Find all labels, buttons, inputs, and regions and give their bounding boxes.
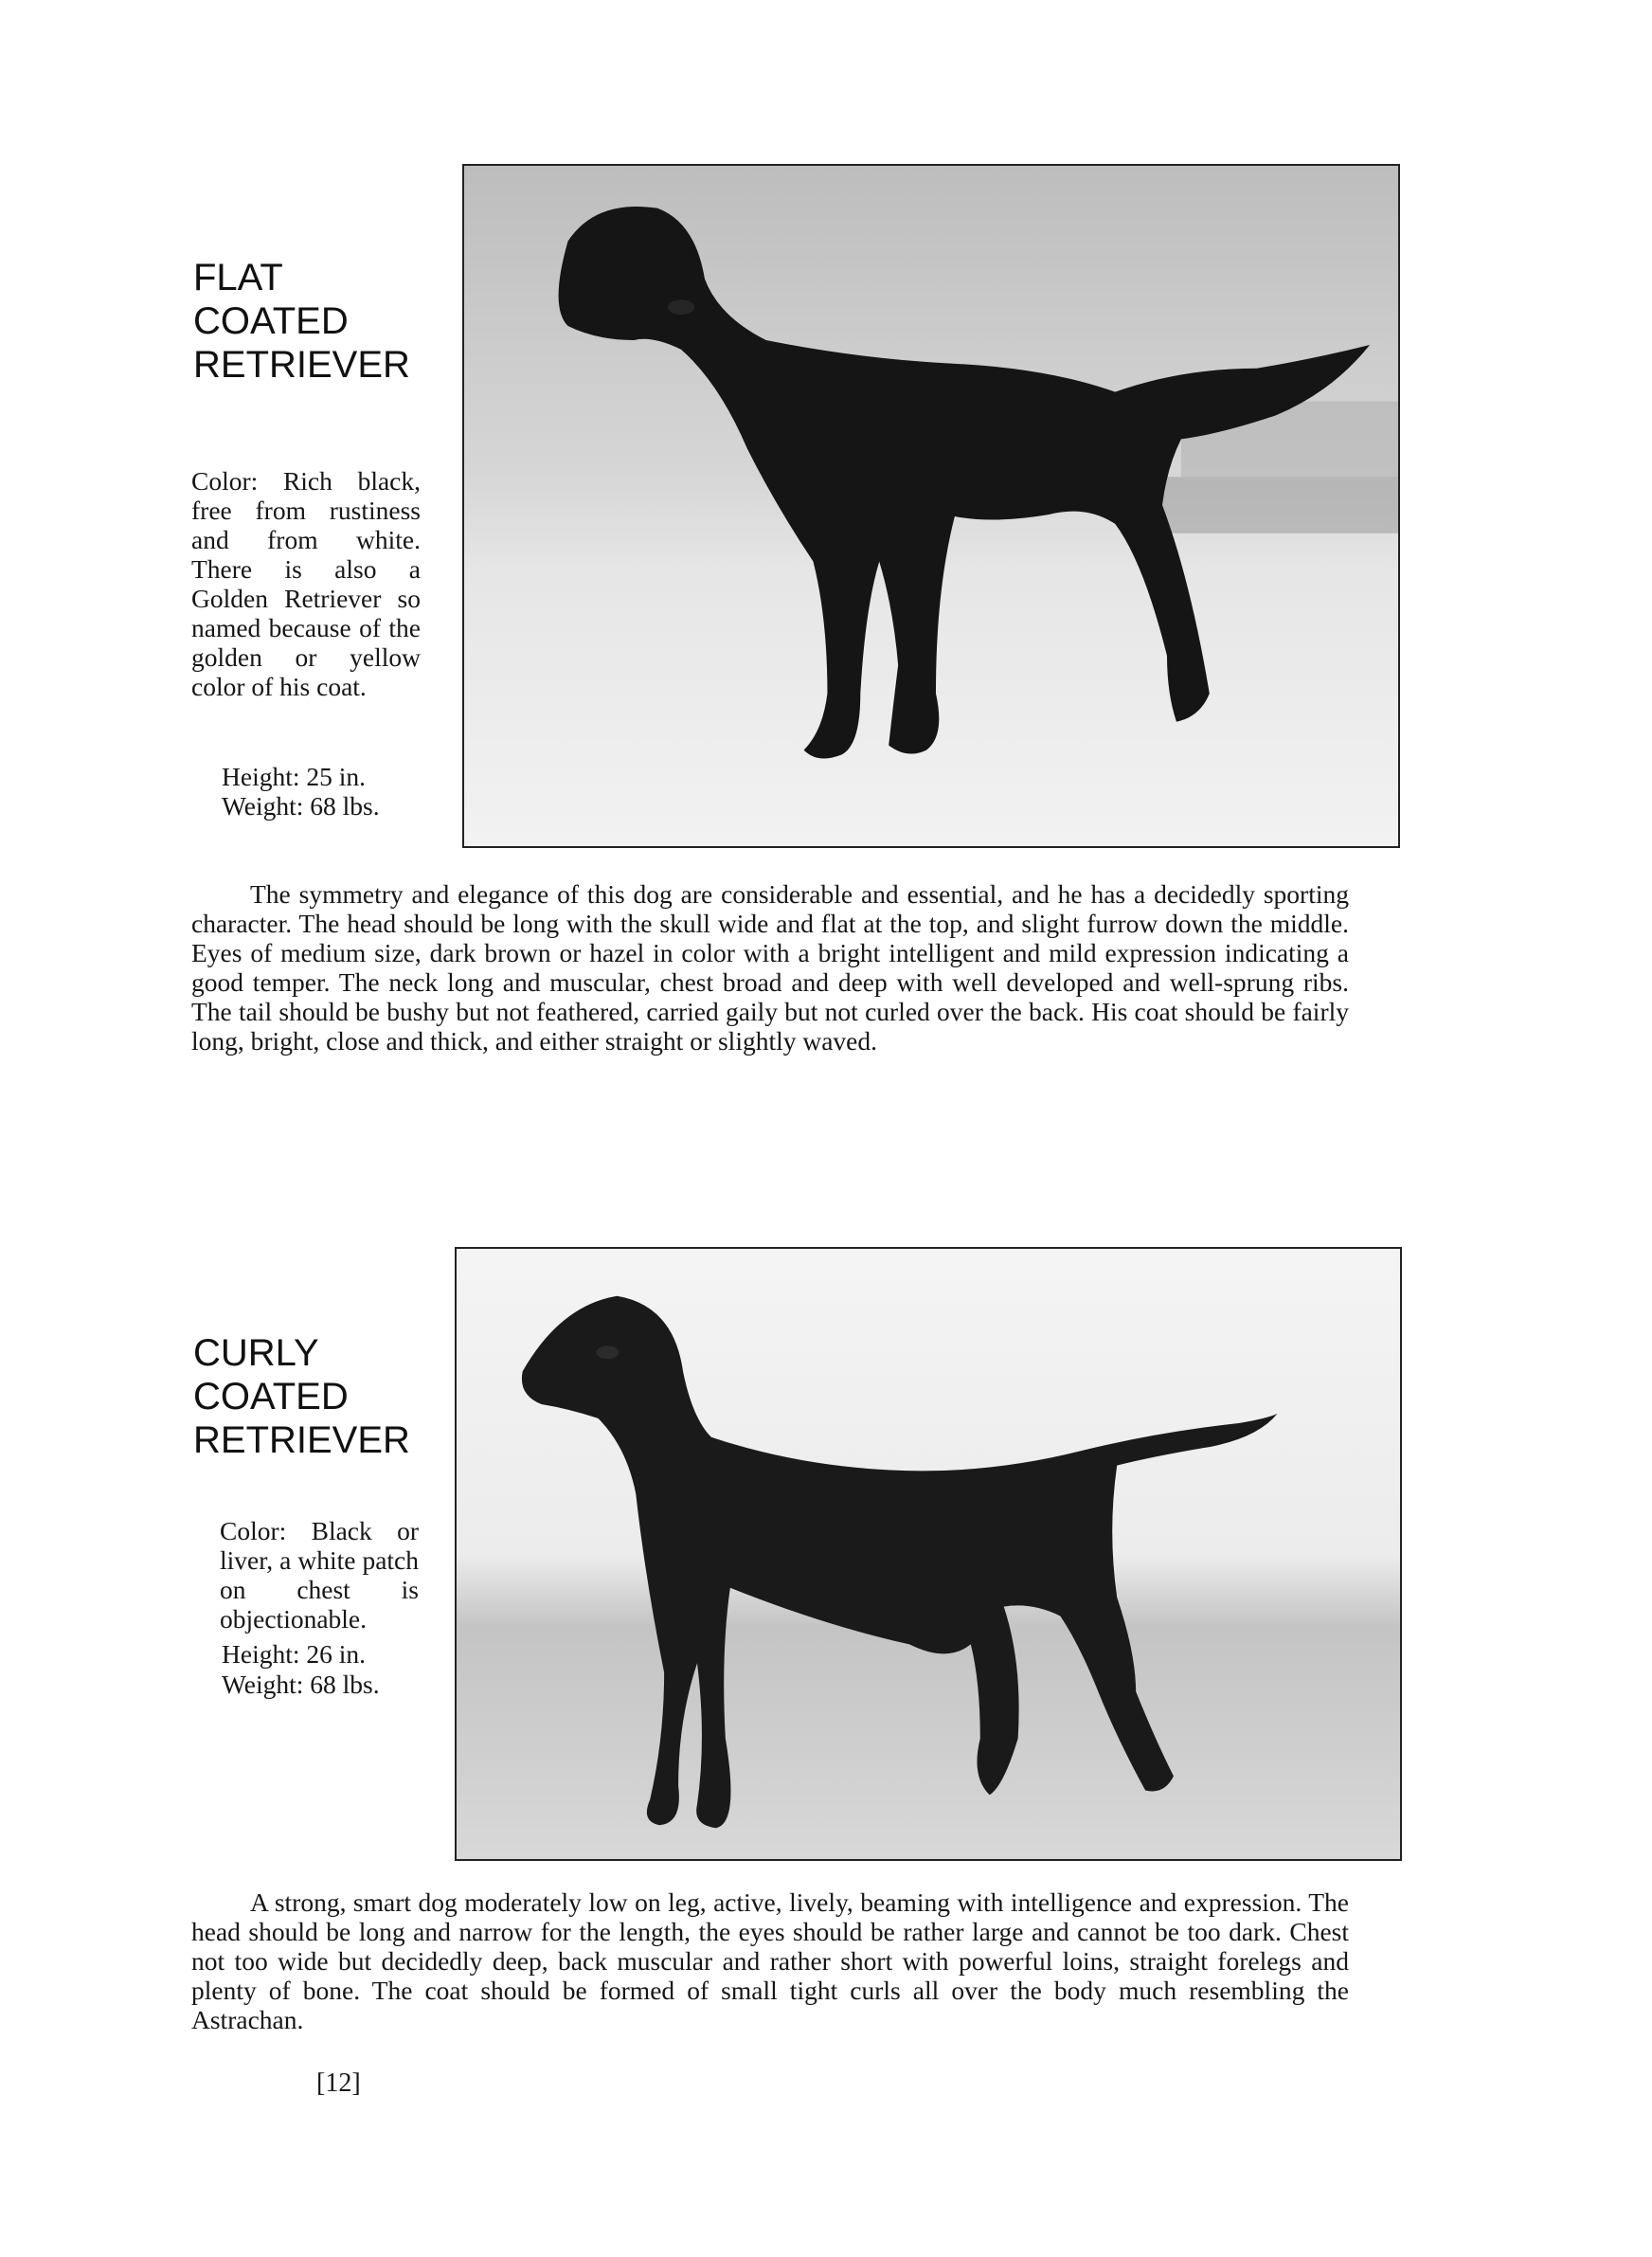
flat-coated-weight: Weight: 68 lbs. <box>222 791 380 821</box>
flat-coated-height: Height: 25 in. <box>222 762 367 791</box>
title-line: COATED <box>193 300 349 342</box>
title-line: RETRIEVER <box>193 344 410 386</box>
dog-silhouette-image <box>464 166 1398 846</box>
curly-coated-color-description: Color: Black or liver, a white patch on chest is objectionable. <box>220 1516 419 1634</box>
flat-coated-retriever-photo <box>462 164 1400 848</box>
curly-coated-retriever-photo <box>455 1247 1402 1861</box>
page-number: [12] <box>316 2068 361 2098</box>
breed-title-curly-coated <box>193 1331 410 1462</box>
dog-silhouette-image <box>457 1249 1400 1859</box>
breed-title-flat-coated <box>193 256 410 387</box>
flat-coated-color-description: Color: Rich black, free from rustiness and from white. There is also a Golden Retriever so named because of the golden or yellow color of his coat. <box>191 466 421 701</box>
curly-coated-description: A strong, smart dog moderately low on leg, active, lively, beaming with intelligence and expression. The head should be long and narrow for the length, the eyes should be rather large and cannot be too dark. Chest not too wide but decidedly deep, back muscular and rather short with powerful loins, straight forelegs and plenty of bone. The coat should be formed of small tight curls all over the body much resembling the Astrachan. <box>191 1887 1349 2034</box>
title-line: RETRIEVER <box>193 1419 410 1461</box>
title-line: COATED <box>193 1376 349 1417</box>
curly-coated-weight: Weight: 68 lbs. <box>222 1670 380 1699</box>
flat-coated-description: The symmetry and elegance of this dog are considerable and essential, and he has a decidedly sporting character. The head should be long with the skull wide and flat at the top, and slight furrow down the middle. Eyes of medium size, dark brown or hazel in color with a bright intelligent and mild expression indicating a good temper. The neck long and muscular, chest broad and deep with well developed and well-sprung ribs. The tail should be bushy but not feathered, carried gaily but not curled over the back. His coat should be fairly long, bright, close and thick, and either straight or slightly waved. <box>191 879 1349 1056</box>
curly-coated-height: Height: 26 in. <box>222 1639 367 1669</box>
title-line: CURLY <box>193 1332 319 1374</box>
title-line: FLAT <box>193 257 283 298</box>
